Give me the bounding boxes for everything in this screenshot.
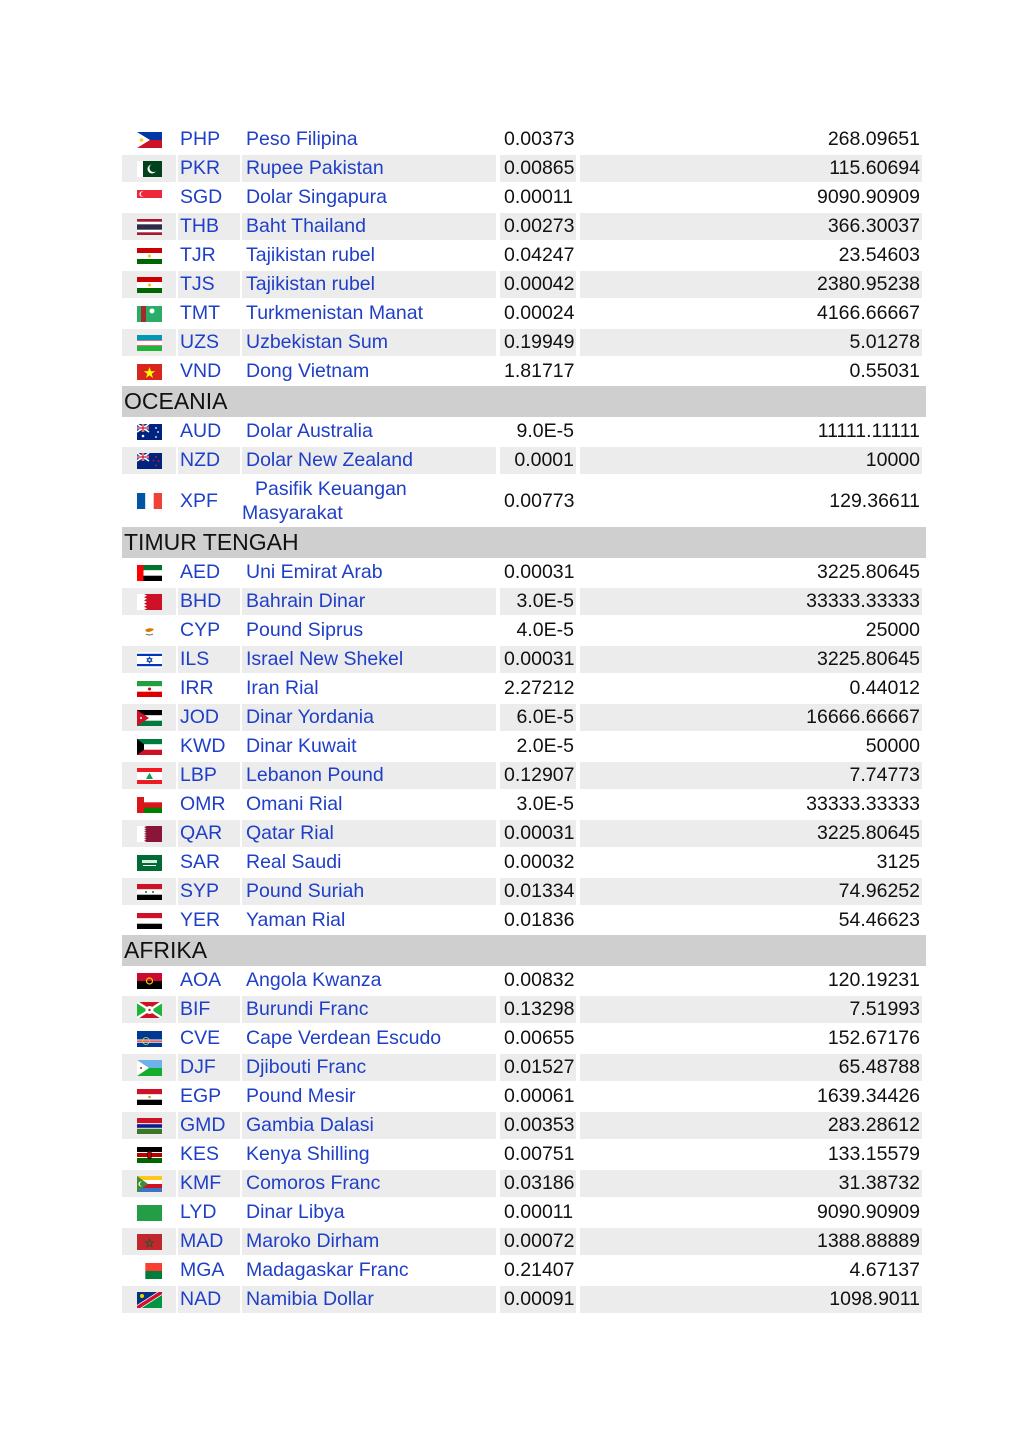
currency-name[interactable]: Pound Mesir [246, 1085, 356, 1107]
inverse-rate-value: 25000 [865, 619, 920, 641]
currency-code[interactable]: MAD [178, 1228, 240, 1255]
currency-code[interactable]: TJS [178, 271, 240, 298]
rate-value: 0.19949 [500, 329, 576, 356]
rate-value: 2.0E-5 [516, 735, 574, 757]
rate-value: 0.00011 [504, 1201, 574, 1223]
currency-code[interactable]: BHD [178, 588, 240, 615]
flag-cell [122, 704, 176, 731]
inverse-rate-value: 129.36611 [829, 489, 920, 512]
currency-name[interactable]: Namibia Dollar [242, 1286, 496, 1313]
currency-name[interactable]: Omani Rial [246, 793, 343, 815]
vietnam-flag [137, 364, 162, 380]
table-row [122, 819, 926, 848]
inverse-rate-value: 283.28612 [580, 1112, 922, 1139]
inverse-rate-value: 120.19231 [827, 969, 920, 991]
rate-value: 0.00751 [504, 1143, 575, 1165]
currency-name[interactable]: Iran Rial [246, 677, 319, 699]
currency-code[interactable]: NZD [178, 447, 240, 474]
rate-value: 0.00031 [500, 820, 576, 847]
currency-name[interactable]: Qatar Rial [242, 820, 496, 847]
thailand-flag [137, 219, 162, 235]
currency-code[interactable]: LBP [178, 762, 240, 789]
egypt-flag [137, 1089, 162, 1105]
currency-name[interactable]: Cape Verdean Escudo [246, 1027, 442, 1049]
table-row [122, 183, 926, 212]
uae-flag [137, 565, 162, 581]
table-row [122, 703, 926, 732]
flag-cell [122, 213, 176, 240]
inverse-rate-value: 50000 [865, 735, 920, 757]
flag-cell [122, 1286, 176, 1313]
saudi-arabia-flag [137, 855, 162, 871]
inverse-rate-value: 9090.90909 [816, 186, 920, 208]
kuwait-flag [137, 739, 162, 755]
france-flag [137, 493, 162, 509]
flag-cell [122, 155, 176, 182]
currency-code[interactable]: CYP [180, 619, 221, 641]
currency-name[interactable]: Uni Emirat Arab [246, 561, 383, 583]
rate-value: 0.00061 [504, 1085, 575, 1107]
rate-value: 0.21407 [504, 1259, 575, 1281]
rate-value: 2.27212 [504, 677, 575, 699]
currency-code[interactable]: DJF [178, 1054, 240, 1081]
currency-name[interactable]: Kenya Shilling [246, 1143, 370, 1165]
currency-name[interactable]: Rupee Pakistan [242, 155, 496, 182]
currency-code[interactable]: SYP [178, 878, 240, 905]
inverse-rate-value: 33333.33333 [580, 588, 922, 615]
rate-value: 0.00042 [500, 271, 576, 298]
rate-value: 1.81717 [504, 360, 575, 382]
currency-name[interactable]: Angola Kwanza [246, 969, 382, 991]
rate-value: 0.03186 [500, 1170, 576, 1197]
currency-code[interactable]: XPF [180, 489, 218, 512]
flag-cell [122, 271, 176, 298]
flag-cell [122, 559, 176, 586]
djibouti-flag [137, 1060, 162, 1076]
inverse-rate-value: 3225.80645 [580, 820, 922, 847]
burundi-flag [137, 1002, 162, 1018]
rate-value: 0.00072 [500, 1228, 576, 1255]
rate-value: 0.01527 [500, 1054, 576, 1081]
currency-code[interactable]: KWD [180, 735, 226, 757]
currency-name[interactable]: Pound Siprus [246, 619, 364, 641]
flag-cell [122, 418, 176, 445]
rate-value: 0.00031 [500, 646, 576, 673]
currency-name[interactable]: Yaman Rial [246, 909, 346, 931]
inverse-rate-value: 65.48788 [580, 1054, 922, 1081]
inverse-rate-value: 10000 [580, 447, 922, 474]
flag-cell [122, 358, 176, 385]
flag-cell [122, 820, 176, 847]
inverse-rate-value: 74.96252 [580, 878, 922, 905]
inverse-rate-value: 152.67176 [827, 1027, 920, 1049]
currency-name[interactable]: Dong Vietnam [246, 360, 370, 382]
currency-name[interactable]: Comoros Franc [242, 1170, 496, 1197]
inverse-rate-value: 268.09651 [827, 128, 920, 150]
rate-value: 0.13298 [500, 996, 576, 1023]
table-row [122, 645, 926, 674]
currency-table [122, 125, 926, 1314]
currency-name[interactable] [242, 476, 496, 526]
flag-cell [122, 476, 176, 526]
currency-code[interactable]: AED [180, 561, 221, 583]
inverse-rate-value: 5.01278 [580, 329, 922, 356]
currency-code[interactable]: SAR [180, 851, 221, 873]
inverse-rate-value: 7.74773 [580, 762, 922, 789]
inverse-rate-value: 3225.80645 [580, 646, 922, 673]
oman-flag [137, 797, 162, 813]
table-row [122, 1024, 926, 1053]
rate-value: 0.00024 [504, 302, 575, 324]
currency-code[interactable]: KMF [178, 1170, 240, 1197]
currency-name[interactable]: Israel New Shekel [242, 646, 496, 673]
philippines-flag [137, 132, 162, 148]
flag-cell [122, 967, 176, 994]
rate-value: 0.00273 [500, 213, 576, 240]
table-row [122, 270, 926, 299]
table-row [122, 475, 926, 527]
flag-cell [122, 1199, 176, 1226]
rate-value: 0.00655 [504, 1027, 575, 1049]
inverse-rate-value: 1639.34426 [816, 1085, 920, 1107]
currency-code[interactable]: YER [180, 909, 221, 931]
table-row [122, 1169, 926, 1198]
rate-value: 9.0E-5 [516, 420, 574, 442]
currency-code[interactable]: BIF [178, 996, 240, 1023]
table-row [122, 732, 926, 761]
currency-code[interactable]: LYD [180, 1201, 217, 1223]
table-row [122, 558, 926, 587]
currency-name[interactable]: Uzbekistan Sum [242, 329, 496, 356]
table-row [122, 357, 926, 386]
currency-code[interactable]: QAR [178, 820, 240, 847]
flag-cell [122, 1141, 176, 1168]
rate-value: 0.00353 [500, 1112, 576, 1139]
inverse-rate-value: 9090.90909 [816, 1201, 920, 1223]
pakistan-flag [137, 161, 162, 177]
currency-name[interactable]: Dinar Kuwait [246, 735, 357, 757]
table-row [122, 299, 926, 328]
currency-code[interactable]: KES [180, 1143, 220, 1165]
section-header: TIMUR TENGAH [122, 527, 926, 558]
table-row [122, 154, 926, 183]
flag-cell [122, 447, 176, 474]
currency-name[interactable]: Pound Suriah [242, 878, 496, 905]
israel-flag [137, 652, 162, 668]
rate-value: 0.00091 [500, 1286, 576, 1313]
rate-value: 3.0E-5 [500, 588, 576, 615]
table-row [122, 328, 926, 357]
rate-value: 0.01334 [500, 878, 576, 905]
section-header: OCEANIA [122, 386, 926, 417]
currency-name[interactable]: Peso Filipina [246, 128, 358, 150]
flag-cell [122, 1257, 176, 1284]
table-row [122, 1053, 926, 1082]
table-row [122, 1111, 926, 1140]
currency-name[interactable]: Gambia Dalasi [242, 1112, 496, 1139]
flag-cell [122, 733, 176, 760]
currency-code[interactable]: TJR [180, 244, 216, 266]
flag-cell [122, 329, 176, 356]
currency-name-line2: Masyarakat [242, 502, 343, 524]
currency-code[interactable]: CVE [180, 1027, 221, 1049]
currency-code[interactable]: OMR [180, 793, 226, 815]
flag-cell [122, 1112, 176, 1139]
tajikistan-flag [137, 277, 162, 293]
table-row [122, 125, 926, 154]
rate-value: 0.00865 [500, 155, 576, 182]
currency-name[interactable]: Dolar Singapura [246, 186, 387, 208]
currency-code[interactable]: MGA [180, 1259, 225, 1281]
flag-cell [122, 588, 176, 615]
singapore-flag [137, 190, 162, 206]
table-row [122, 848, 926, 877]
inverse-rate-value: 0.55031 [849, 360, 920, 382]
table-row [122, 1227, 926, 1256]
inverse-rate-value: 33333.33333 [806, 793, 920, 815]
currency-name[interactable]: Tajikistan rubel [246, 244, 375, 266]
inverse-rate-value: 11111.11111 [817, 420, 920, 442]
currency-code[interactable]: EGP [180, 1085, 222, 1107]
rate-value: 3.0E-5 [516, 793, 574, 815]
rate-value: 4.0E-5 [516, 619, 574, 641]
flag-cell [122, 762, 176, 789]
cyprus-flag [137, 623, 162, 639]
table-row [122, 1082, 926, 1111]
uzbekistan-flag [137, 335, 162, 351]
flag-cell [122, 675, 176, 702]
flag-cell [122, 878, 176, 905]
currency-name[interactable]: Maroko Dirham [242, 1228, 496, 1255]
table-row [122, 995, 926, 1024]
rate-value: 0.04247 [504, 244, 575, 266]
flag-cell [122, 242, 176, 269]
currency-code[interactable]: AOA [180, 969, 222, 991]
table-row [122, 1140, 926, 1169]
currency-code[interactable]: IRR [180, 677, 214, 699]
currency-name[interactable]: Real Saudi [246, 851, 342, 873]
currency-name[interactable]: Turkmenistan Manat [246, 302, 424, 324]
currency-name[interactable]: Djibouti Franc [242, 1054, 496, 1081]
flag-cell [122, 1170, 176, 1197]
section-header: AFRIKA [122, 935, 926, 966]
currency-code[interactable]: GMD [178, 1112, 240, 1139]
inverse-rate-value: 31.38732 [580, 1170, 922, 1197]
flag-cell [122, 184, 176, 211]
namibia-flag [137, 1292, 162, 1308]
table-row [122, 674, 926, 703]
flag-cell [122, 996, 176, 1023]
new-zealand-flag [137, 453, 162, 469]
morocco-flag [137, 1234, 162, 1250]
table-row [122, 616, 926, 645]
inverse-rate-value: 0.44012 [849, 677, 920, 699]
iran-flag [137, 681, 162, 697]
currency-code[interactable]: PHP [180, 128, 221, 150]
table-row [122, 877, 926, 906]
syria-flag [137, 884, 162, 900]
inverse-rate-value: 16666.66667 [580, 704, 922, 731]
flag-cell [122, 617, 176, 644]
currency-code[interactable]: AUD [180, 420, 222, 442]
inverse-rate-value: 7.51993 [580, 996, 922, 1023]
inverse-rate-value: 3225.80645 [816, 561, 920, 583]
inverse-rate-value: 2380.95238 [580, 271, 922, 298]
currency-code[interactable]: TMT [180, 302, 221, 324]
table-row [122, 761, 926, 790]
flag-cell [122, 1083, 176, 1110]
flag-cell [122, 791, 176, 818]
currency-code[interactable]: NAD [178, 1286, 240, 1313]
table-row [122, 1256, 926, 1285]
lebanon-flag [137, 768, 162, 784]
flag-cell [122, 1054, 176, 1081]
currency-code[interactable]: ILS [178, 646, 240, 673]
table-row [122, 1285, 926, 1314]
inverse-rate-value: 1388.88889 [580, 1228, 922, 1255]
currency-name[interactable]: Baht Thailand [242, 213, 496, 240]
table-row [122, 212, 926, 241]
comoros-flag [137, 1176, 162, 1192]
tajikistan-flag [137, 248, 162, 264]
angola-flag [137, 973, 162, 989]
currency-name[interactable]: Dinar Yordania [242, 704, 496, 731]
table-row [122, 446, 926, 475]
cape-verde-flag [137, 1031, 162, 1047]
inverse-rate-value: 1098.9011 [580, 1286, 922, 1313]
flag-cell [122, 907, 176, 934]
table-row [122, 417, 926, 446]
qatar-flag [137, 826, 162, 842]
inverse-rate-value: 4.67137 [849, 1259, 920, 1281]
rate-value: 0.00832 [504, 969, 575, 991]
inverse-rate-value: 54.46623 [838, 909, 920, 931]
flag-cell [122, 849, 176, 876]
table-row [122, 1198, 926, 1227]
currency-name[interactable]: Dolar New Zealand [242, 447, 496, 474]
australia-flag [137, 424, 162, 440]
flag-cell [122, 1228, 176, 1255]
table-row [122, 906, 926, 935]
madagascar-flag [137, 1263, 162, 1279]
rate-value: 0.00032 [504, 851, 575, 873]
flag-cell [122, 1025, 176, 1052]
currency-name[interactable]: Lebanon Pound [242, 762, 496, 789]
bahrain-flag [137, 594, 162, 610]
inverse-rate-value: 4166.66667 [816, 302, 920, 324]
currency-name[interactable]: Dinar Libya [246, 1201, 345, 1223]
table-row [122, 966, 926, 995]
currency-code[interactable]: THB [178, 213, 240, 240]
rate-value: 0.01836 [504, 909, 575, 931]
gambia-flag [137, 1118, 162, 1134]
libya-flag [137, 1205, 162, 1221]
flag-cell [122, 126, 176, 153]
inverse-rate-value: 366.30037 [580, 213, 922, 240]
table-row [122, 241, 926, 270]
rate-value: 0.00011 [504, 186, 574, 208]
currency-code[interactable]: VND [180, 360, 222, 382]
kenya-flag [137, 1147, 162, 1163]
inverse-rate-value: 3125 [876, 851, 920, 873]
flag-cell [122, 300, 176, 327]
currency-name[interactable]: Dolar Australia [246, 420, 373, 442]
currency-code[interactable]: SGD [180, 186, 223, 208]
flag-cell [122, 646, 176, 673]
currency-name[interactable]: Tajikistan rubel [242, 271, 496, 298]
inverse-rate-value: 133.15579 [827, 1143, 920, 1165]
inverse-rate-value: 23.54603 [838, 244, 920, 266]
table-row [122, 790, 926, 819]
currency-name[interactable]: Bahrain Dinar [242, 588, 496, 615]
jordan-flag [137, 710, 162, 726]
currency-name[interactable]: Burundi Franc [242, 996, 496, 1023]
currency-code[interactable]: PKR [178, 155, 240, 182]
currency-code[interactable]: UZS [178, 329, 240, 356]
yemen-flag [137, 913, 162, 929]
rate-value: 0.0001 [500, 447, 576, 474]
rate-value: 0.00373 [504, 128, 575, 150]
rate-value: 0.00031 [504, 561, 575, 583]
rate-value: 0.00773 [504, 489, 575, 512]
currency-code[interactable]: JOD [178, 704, 240, 731]
turkmenistan-flag [137, 306, 162, 322]
table-row [122, 587, 926, 616]
currency-name-line1: Pasifik Keuangan [255, 478, 407, 500]
rate-value: 0.12907 [500, 762, 576, 789]
inverse-rate-value: 115.60694 [580, 155, 922, 182]
rate-value: 6.0E-5 [500, 704, 576, 731]
currency-name[interactable]: Madagaskar Franc [246, 1259, 409, 1281]
